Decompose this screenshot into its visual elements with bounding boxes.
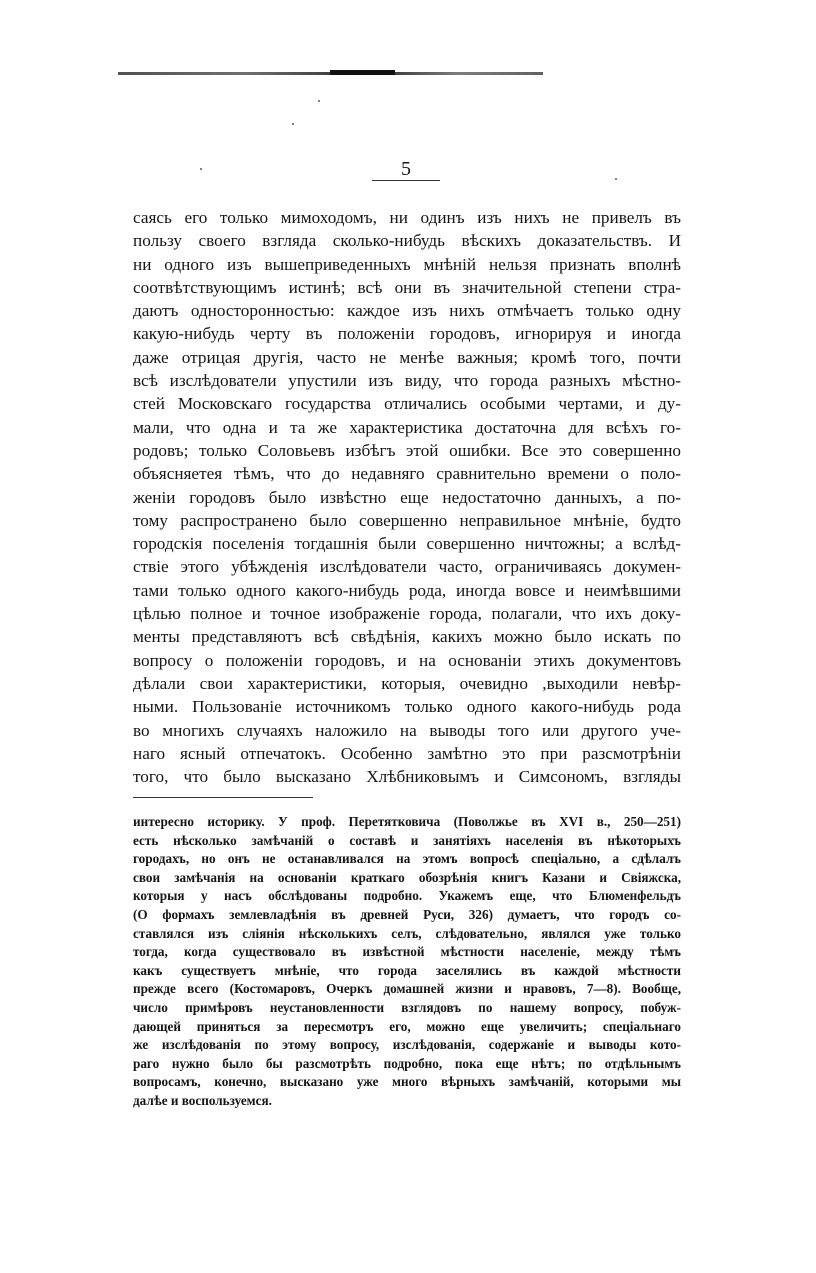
print-speck bbox=[318, 100, 320, 102]
footnote-line: вопросамъ, конечно, высказано уже много вѣрныхъ замѣчаній, которыми мы bbox=[133, 1074, 681, 1090]
text-line: родовъ; только Соловьевъ избѣгъ этой ошибки. Все это совершенно bbox=[133, 440, 681, 460]
text-line: мали, что одна и та же характеристика достаточна для всѣхъ го- bbox=[133, 417, 681, 437]
text-line: даютъ односторонностью: каждое изъ нихъ отмѣчаетъ только одну bbox=[133, 301, 681, 321]
text-line: ни одного изъ вышеприведенныхъ мнѣній нельзя признать вполнѣ bbox=[133, 254, 681, 274]
text-line: тами только одного какого-нибудь рода, иногда вовсе и неимѣвшими bbox=[133, 580, 681, 600]
text-line: женіи городовъ было извѣстно еще недостаточно данныхъ, а по- bbox=[133, 487, 681, 507]
print-speck bbox=[200, 168, 202, 170]
text-line: даже отрицая другія, часто не менѣе важныя; кромѣ того, почти bbox=[133, 347, 681, 367]
text-line: ными. Пользованіе источникомъ только одного какого-нибудь рода bbox=[133, 697, 681, 717]
text-line: стей Московскаго государства отличались особыми чертами, и ду- bbox=[133, 394, 681, 414]
footnote-line: которыя у насъ обслѣдованы подробно. Укажемъ еще, что Блюменфельдъ bbox=[133, 888, 681, 904]
footnote-line: ставлялся изъ слiянія нѣсколькихъ селъ, слѣдовательно, являлся уже только bbox=[133, 925, 681, 941]
text-line: наго ясный отпечатокъ. Особенно замѣтно это при разсмотрѣніи bbox=[133, 743, 681, 763]
text-line: менты представляютъ всѣ свѣдѣнія, какихъ можно было искать по bbox=[133, 627, 681, 647]
footnote-separator bbox=[133, 797, 313, 798]
footnote-line: есть нѣсколько замѣчаній о составѣ и занятіяхъ населенія въ нѣкоторыхъ bbox=[133, 832, 681, 848]
footnote-line: число примѣровъ неустановленности взглядовъ по нашему вопросу, побуж- bbox=[133, 999, 681, 1015]
print-speck bbox=[615, 178, 617, 180]
footnote-line: дающей приняться за пересмотръ его, можно еще увеличить; спеціальнаго bbox=[133, 1018, 681, 1034]
footnote-block bbox=[133, 813, 681, 1111]
text-line: городскія поселенія тогдашнія были совершенно ничтожны; а вслѣд- bbox=[133, 534, 681, 554]
text-line: во многихъ случаяхъ наложило на выводы того или другого уче- bbox=[133, 720, 681, 740]
top-decorative-rule-center bbox=[330, 70, 395, 75]
page-number-underline bbox=[372, 180, 440, 181]
text-line: цѣлью полное и точное изображеніе города, полагали, что ихъ доку- bbox=[133, 604, 681, 624]
footnote-line: же изслѣдованія по этому вопросу, изслѣдованія, содержаніе и выводы кото- bbox=[133, 1037, 681, 1053]
footnote-line: (О формахъ землевладѣнія въ древней Руси, 326) думаетъ, что городъ со- bbox=[133, 906, 681, 922]
text-line: какую-нибудь черту въ положеніи городовъ, игнорируя и иногда bbox=[133, 324, 681, 344]
footnote-line: интересно историку. У проф. Перетятковича (Поволжье въ XVI в., 250—251) bbox=[133, 814, 681, 829]
text-line: вопросу о положеніи городовъ, и на основаніи этихъ документовъ bbox=[133, 650, 681, 670]
text-line: пользу своего взгляда сколько-нибудь вѣскихъ доказательствъ. И bbox=[133, 231, 681, 251]
text-line: соотвѣтствующимъ истинѣ; всѣ они въ значительной степени стра- bbox=[133, 277, 681, 297]
text-line: дѣлали свои характеристики, которыя, очевидно ,выходили невѣр- bbox=[133, 673, 681, 693]
page-number: 5 bbox=[401, 158, 411, 180]
text-line: ствіе этого убѣжденія изслѣдователи часто, ограничиваясь докумен- bbox=[133, 557, 681, 577]
footnote-line: свои замѣчанія на основаніи краткаго обозрѣнія книгъ Казани и Свіяжска, bbox=[133, 869, 681, 885]
footnote-line: какъ существуетъ мнѣніе, что города заселялись въ каждой мѣстности bbox=[133, 962, 681, 978]
main-text-block bbox=[133, 206, 681, 788]
text-line: объясняетея тѣмъ, что до недавняго сравнительно времени о поло- bbox=[133, 464, 681, 484]
footnote-line: прежде всего (Костомаровъ, Очеркъ домашней жизни и нравовъ, 7—8). Вообще, bbox=[133, 981, 681, 997]
text-line: саясь его только мимоходомъ, ни одинъ изъ нихъ не привелъ въ bbox=[133, 208, 681, 227]
text-line: того, что было высказано Хлѣбниковымъ и Симсономъ, взгляды bbox=[133, 767, 681, 787]
text-line: всѣ изслѣдователи упустили изъ виду, что города разныхъ мѣстно- bbox=[133, 371, 681, 391]
print-speck bbox=[292, 123, 294, 125]
footnote-line: раго нужно было бы разсмотрѣть подробно, пока еще нѣтъ; по отдѣльнымъ bbox=[133, 1055, 681, 1071]
footnote-line: тогда, когда существовало въ извѣстной мѣстности населеніе, между тѣмъ bbox=[133, 944, 681, 960]
text-line: тому распространено было совершенно неправильное мнѣніе, будто bbox=[133, 510, 681, 530]
footnote-line: далѣе и воспользуемся. bbox=[133, 1092, 272, 1108]
footnote-line: городахъ, но онъ не останавливался на этомъ вопросѣ спеціально, а сдѣлалъ bbox=[133, 851, 681, 867]
